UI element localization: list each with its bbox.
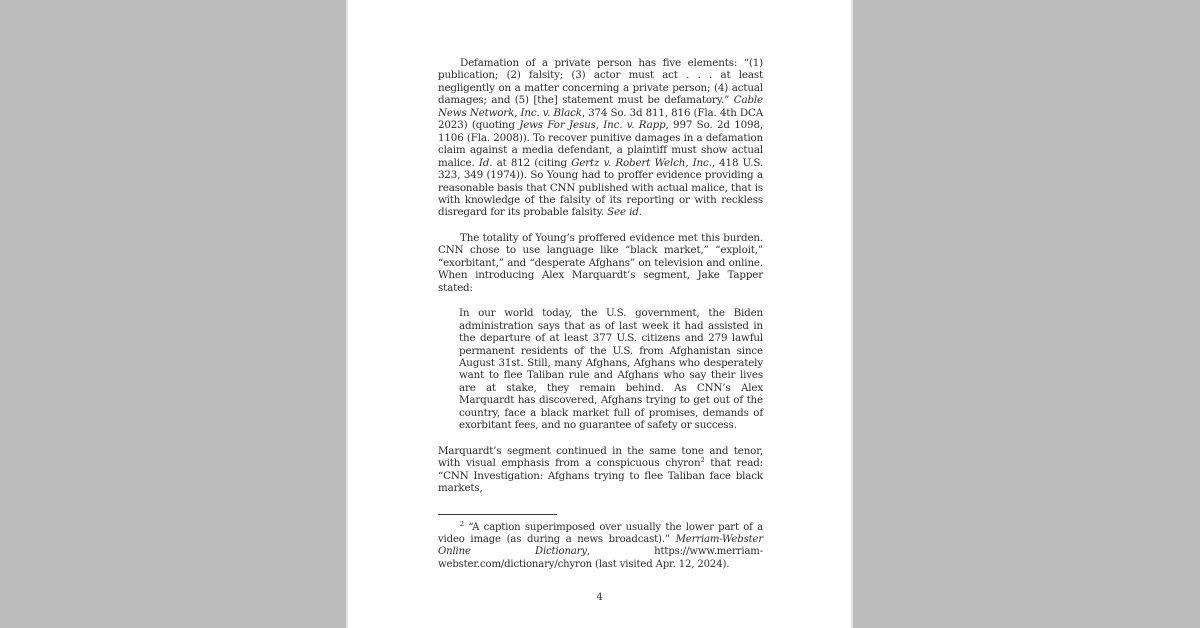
text-run: Defamation of a private person has five elements: “(1) publication; (2) falsity; (3) actor must act . . . at least negligently on a matter concerning a private person; (4) actual damages; and (5) [the] statement must be defamatory.”	[438, 57, 763, 107]
paragraph-chyron	[438, 445, 763, 495]
page-number: 4	[596, 592, 603, 603]
footnote	[438, 519, 763, 572]
block-quote-tapper: In our world today, the U.S. government, the Biden administration says that as of last week it had assisted in the departure of at least 377 U.S. citizens and 279 lawful permanent residents of the U.S. from Afghanistan since August 31st. Still, many Afghans, Afghans who desperately want to flee Taliban rule and Afghans who say their lives are at stake, they remain behind. As CNN’s Alex Marquardt has discovered, Afghans trying to get out of the country, face a black market full of promises, demands of exorbitant fees, and no guarantee of safety or success.	[459, 307, 763, 432]
text-run: at 812 (citing	[492, 156, 572, 169]
text-run: , 997 So. 2d 1098, 1106 (Fla. 2008)). To recover punitive damages in a defamation claim against a media defendant, a plaintiff must show actual malice.	[438, 119, 763, 169]
document-body	[438, 57, 763, 571]
citation-italic: See id.	[607, 206, 642, 219]
citation-italic: Gertz v. Robert Welch, Inc.	[571, 156, 712, 169]
footnote-divider	[438, 514, 557, 515]
footnote-number: 2	[460, 519, 464, 528]
chyron-text-before: Marquardt’s segment continued in the same tone and tenor, with visual emphasis from a conspicuous chyron	[438, 444, 763, 470]
citation-italic: Id.	[478, 156, 493, 169]
footnote-reference: 2	[700, 456, 705, 465]
text-run: , 418 U.S. 323, 349 (1974)). So Young had to proffer evidence providing a reasonable basis that CNN published with actual malice, that is with knowledge of the falsity of its reporting or with reckless disregard for its probable falsity.	[438, 156, 763, 219]
footnote-source: Merriam-Webster Online Dictionary	[438, 533, 763, 558]
footnote-url-text: , https://www.merriam-webster.com/dictionary/chyron (last visited Apr. 12, 2024).	[438, 546, 763, 570]
document-page	[348, 0, 851, 628]
footnote-text: “A caption superimposed over usually the lower part of a video image (as during a news broadcast).”	[438, 521, 763, 545]
citation-italic: Cable News Network, Inc. v. Black	[438, 94, 763, 119]
citation-italic: Jews For Jesus, Inc. v. Rapp	[519, 119, 666, 132]
text-run: , 374 So. 3d 811, 816 (Fla. 4th DCA 2023) (quoting	[438, 106, 764, 132]
text-run: The totality of Young’s proffered evidence met this burden. CNN chose to use language like “black market,” “exploit,” “exorbitant,” and “desperate Afghans” on television and online. When introducing Alex Marquardt’s segment, Jake Tapper stated:	[438, 231, 763, 294]
paragraph-evidence-burden	[438, 232, 763, 294]
paragraph-defamation-elements	[438, 57, 763, 219]
chyron-text-after: that read: “CNN Investigation: Afghans trying to flee Taliban face black markets,	[438, 457, 763, 495]
